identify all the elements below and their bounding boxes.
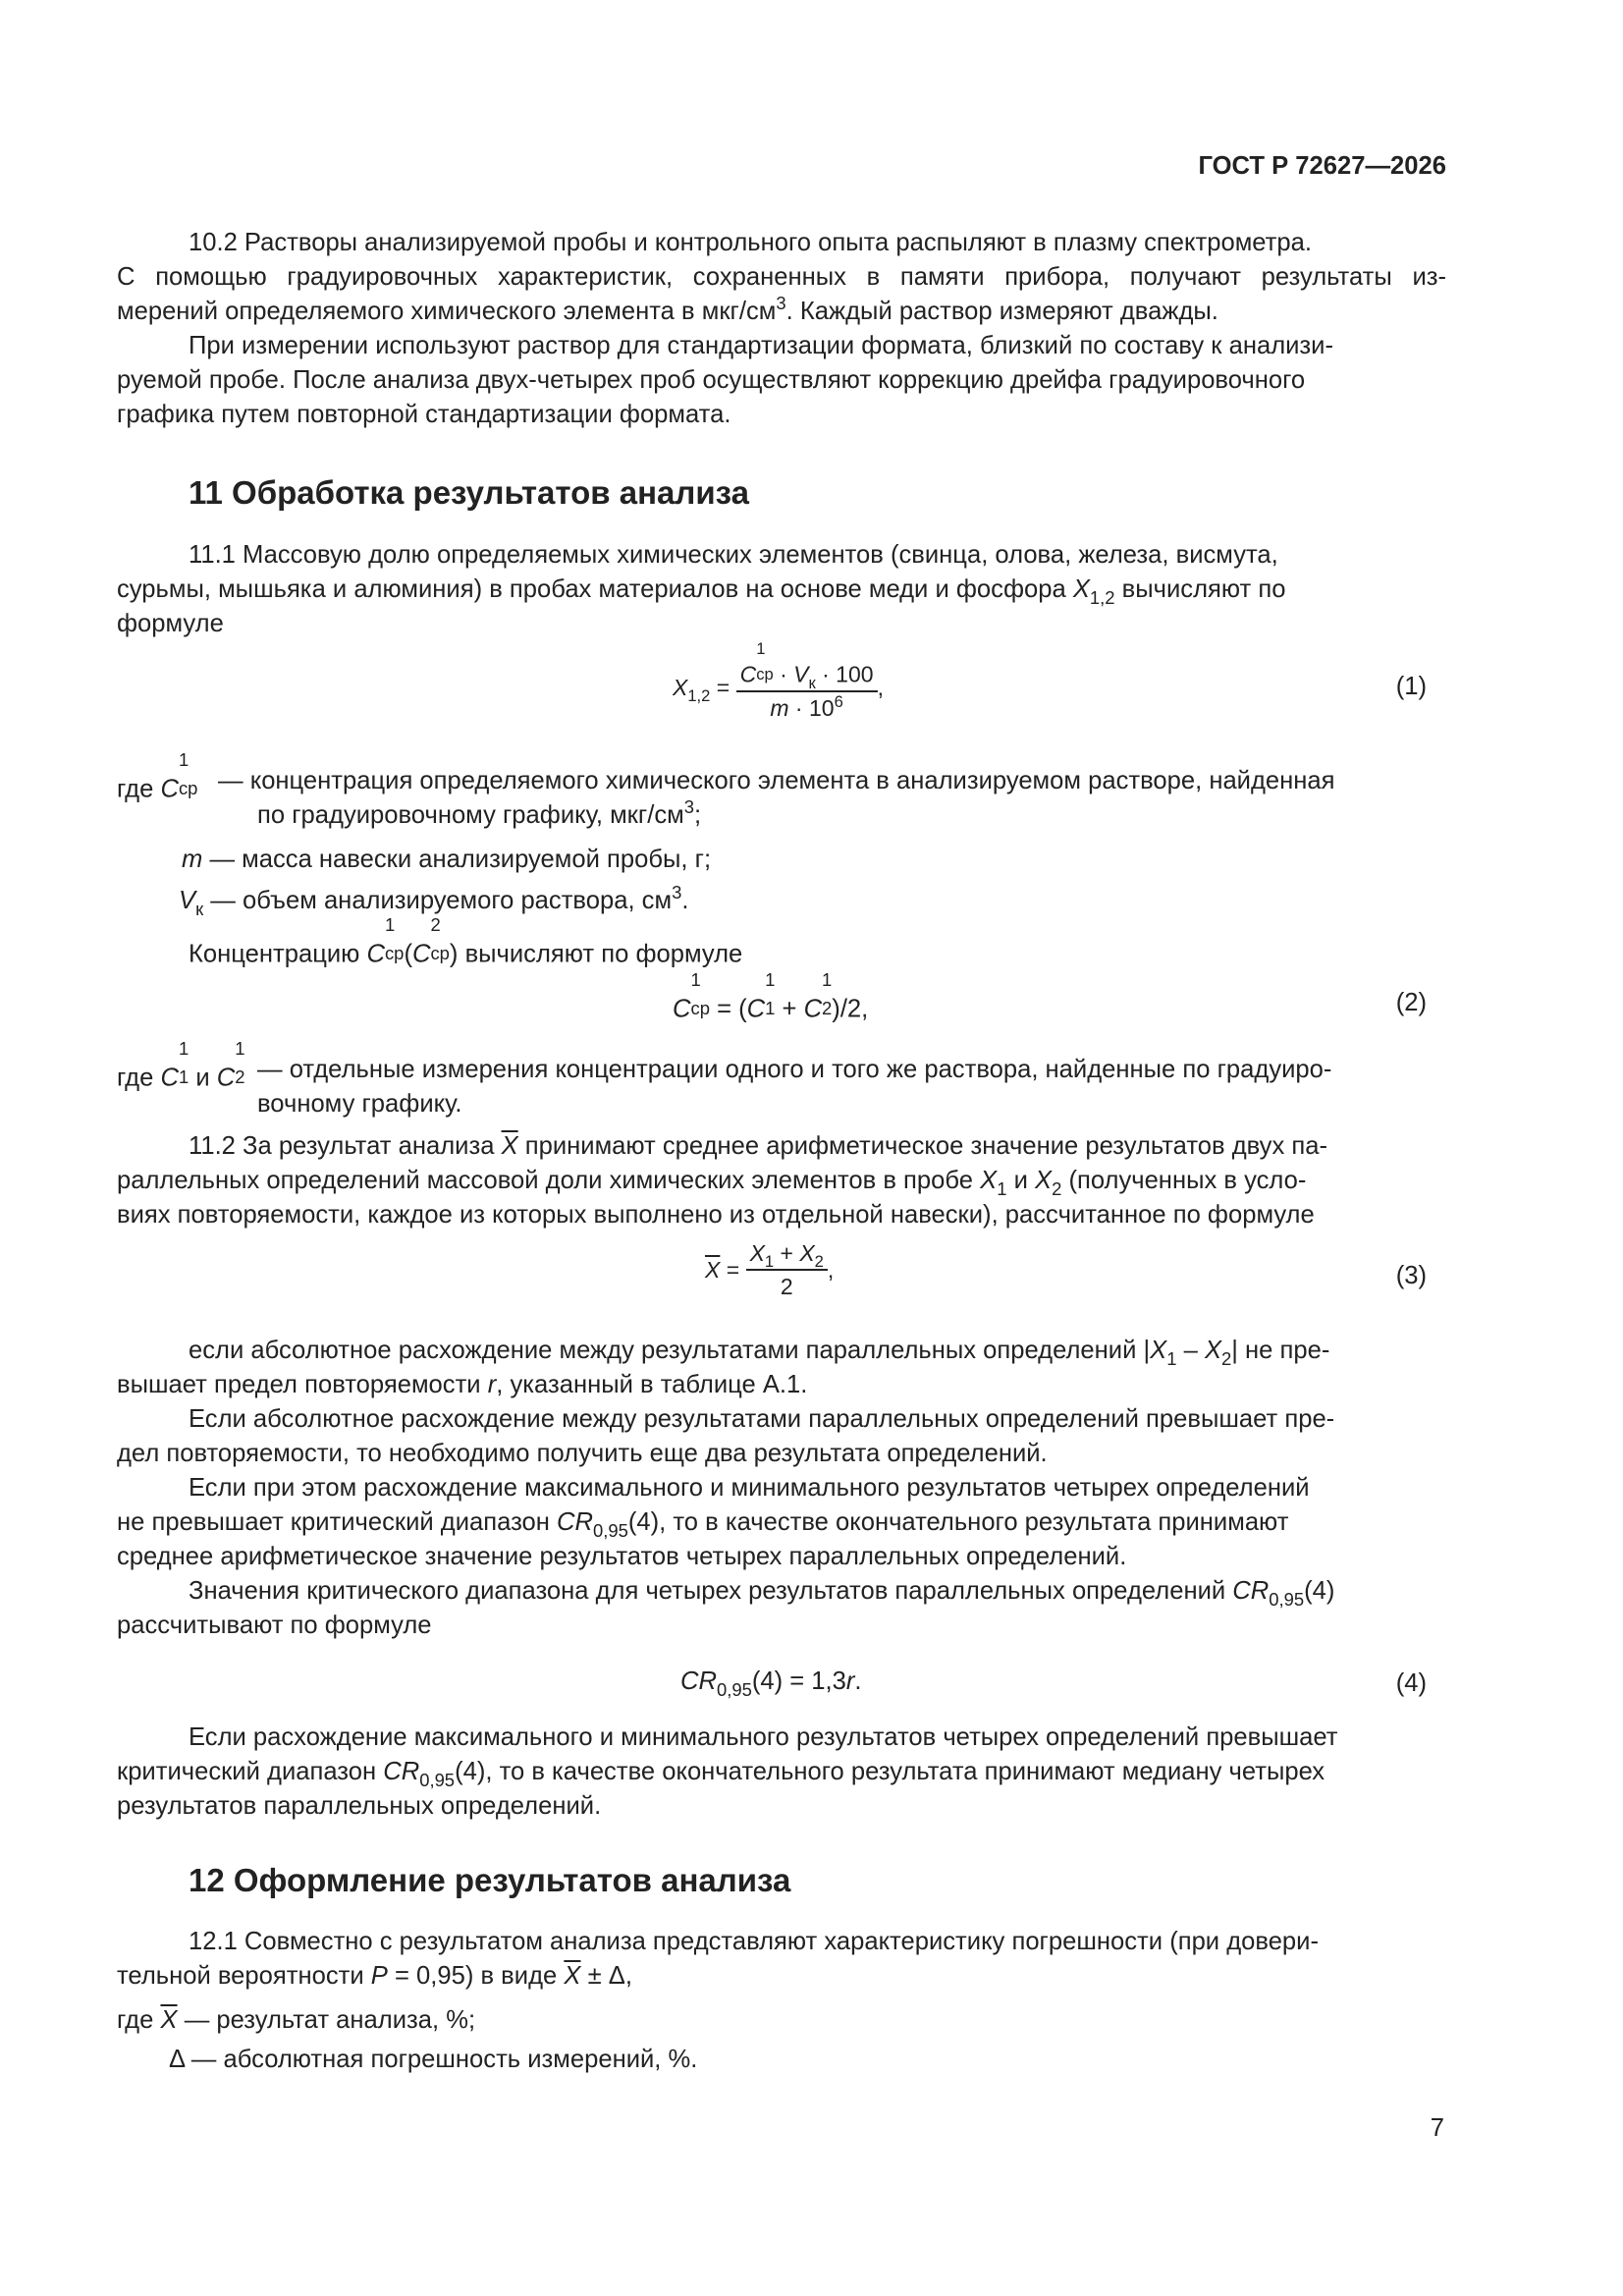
paragraph-11-2f-line1: Если расхождение максимального и минимального результатов четырех определений превышает bbox=[189, 1723, 1338, 1751]
paragraph-12-1-line1: 12.1 Совместно с результатом анализа представляют характеристику погрешности (при довери- bbox=[189, 1928, 1319, 1955]
paragraph-11-2f-line3: результатов параллельных определений. bbox=[117, 1792, 602, 1820]
paragraph-11-2f-line2: критический диапазон $CR_{0,95}(4)$, то в качестве окончательного результата принимают медиану четырех bbox=[117, 1758, 1325, 1791]
paragraph-11-2d-line2: не превышает критический диапазон $CR_{0,95}(4)$, то в качестве окончательного результата принимают bbox=[117, 1508, 1289, 1542]
paragraph-11-2e-line2: рассчитывают по формуле bbox=[117, 1612, 432, 1639]
paragraph-11-2e-line1: Значения критического диапазона для четырех результатов параллельных определений $CR_{0,95}(4)$ bbox=[189, 1577, 1335, 1611]
equation-2-number: (2) bbox=[1395, 989, 1427, 1016]
section-12-title: 12 Оформление результатов анализа bbox=[189, 1862, 791, 1898]
paragraph-11-1-line2: сурьмы, мышьяка и алюминия) в пробах материалов на основе меди и фосфора $X_{1,2}$ вычисляют по bbox=[117, 575, 1286, 609]
paragraph-11-2-line2: раллельных определений массовой доли химических элементов в пробе $X_1$ и $X_2$ (полученных в усло- bbox=[117, 1167, 1307, 1200]
equation-1-number: (1) bbox=[1395, 673, 1427, 700]
paragraph-11-1-line1: 11.1 Массовую долю определяемых химических элементов (свинца, олова, железа, висмута, bbox=[189, 541, 1278, 569]
definition-c1-c2-text2: вочному графику. bbox=[257, 1090, 462, 1118]
paragraph-11-2d-line3: среднее арифметическое значение результатов четырех параллельных определений. bbox=[117, 1543, 1127, 1570]
definition-delta: Δ — абсолютная погрешность измерений, %. bbox=[169, 2046, 698, 2073]
paragraph-11-2-line1: 11.2 За результат анализа $\overline{X}$ принимают среднее арифметическое значение результатов двух па- bbox=[189, 1132, 1327, 1160]
paragraph-10-2b-line3: графика путем повторной стандартизации формата. bbox=[117, 401, 731, 428]
paragraph-11-2c-line1: Если абсолютное расхождение между результатами параллельных определений превышает пре- bbox=[189, 1405, 1335, 1433]
paragraph-10-2-line3: мерений определяемого химического элемента в мкг/$см^3$. Каждый раствор измеряют дважды. bbox=[117, 293, 1218, 325]
definition-c1-c2-text: — отдельные измерения концентрации одного и того же раствора, найденные по градуиро- bbox=[257, 1056, 1332, 1083]
equation-3-number: (3) bbox=[1395, 1262, 1427, 1289]
section-11-title: 11 Обработка результатов анализа bbox=[189, 474, 749, 511]
paragraph-10-2-line2: С помощью градуировочных характеристик, сохраненных в памяти прибора, получают результаты из- bbox=[117, 263, 1446, 291]
paragraph-12-1-line2: тельной вероятности P = 0,95) в виде $\overline{X} \pm \Delta$, bbox=[117, 1962, 632, 1990]
concentration-line: Концентрацию C 1 ср (C 2 ср ) вычисляют по формуле bbox=[189, 914, 743, 968]
definition-xbar: где $\overline{X}$ — результат анализа, %; bbox=[117, 2006, 476, 2034]
paragraph-10-2b-line1: При измерении используют раствор для стандартизации формата, близкий по составу к анализи- bbox=[189, 332, 1333, 359]
paragraph-11-2c-line2: дел повторяемости, то необходимо получить еще два результата определений. bbox=[117, 1440, 1048, 1467]
document-header: ГОСТ Р 72627—2026 bbox=[1198, 152, 1446, 180]
equation-4: $CR_{0,95}(4) = 1,3r$. bbox=[680, 1667, 862, 1701]
definition-m: m — масса навески анализируемой пробы, г; bbox=[182, 846, 712, 873]
equation-3: $\overline{X}$ = $\frac{X_1 + X_2}{2}$ , bbox=[705, 1240, 835, 1299]
equation-1: $X_{1,2}$ = C 1 ср · $V_к \cdot 100$ $m \cdot 10^6$ , bbox=[673, 639, 884, 721]
definition-c1-c2: где C 1 1 и C 1 2 bbox=[117, 1038, 245, 1092]
definition-c-text: — концентрация определяемого химического элемента в анализируемом растворе, найденная bbox=[218, 767, 1335, 794]
paragraph-11-2-line3: виях повторяемости, каждое из которых выполнено из отдельной навески), рассчитанное по формуле bbox=[117, 1201, 1315, 1229]
paragraph-11-2d-line1: Если при этом расхождение максимального и минимального результатов четырех определений bbox=[189, 1474, 1310, 1502]
definition-c-label: где C 1 ср bbox=[117, 749, 198, 803]
paragraph-11-2b-line2: вышает предел повторяемости r, указанный в таблице А.1. bbox=[117, 1371, 808, 1398]
equation-4-number: (4) bbox=[1395, 1669, 1427, 1697]
paragraph-11-2b-line1: если абсолютное расхождение между результатами параллельных определений $|X_1 - X_2|$ не пре- bbox=[189, 1337, 1330, 1370]
paragraph-10-2b-line2: руемой пробе. После анализа двух-четырех проб осуществляют коррекцию дрейфа градуировочного bbox=[117, 366, 1306, 394]
definition-v: $V_к$ — объем анализируемого раствора, $см^3$. bbox=[179, 882, 689, 920]
paragraph-10-2-line1: 10.2 Растворы анализируемой пробы и контрольного опыта распыляют в плазму спектрометра. bbox=[189, 229, 1312, 256]
page-number: 7 bbox=[1430, 2114, 1444, 2142]
paragraph-11-1-line3: формуле bbox=[117, 610, 224, 637]
definition-c-text2: по градуировочному графику, мкг/$см^3$; bbox=[257, 796, 702, 829]
equation-2: C 1 ср = (C 1 1 + C 1 2 )/2, bbox=[673, 969, 869, 1023]
